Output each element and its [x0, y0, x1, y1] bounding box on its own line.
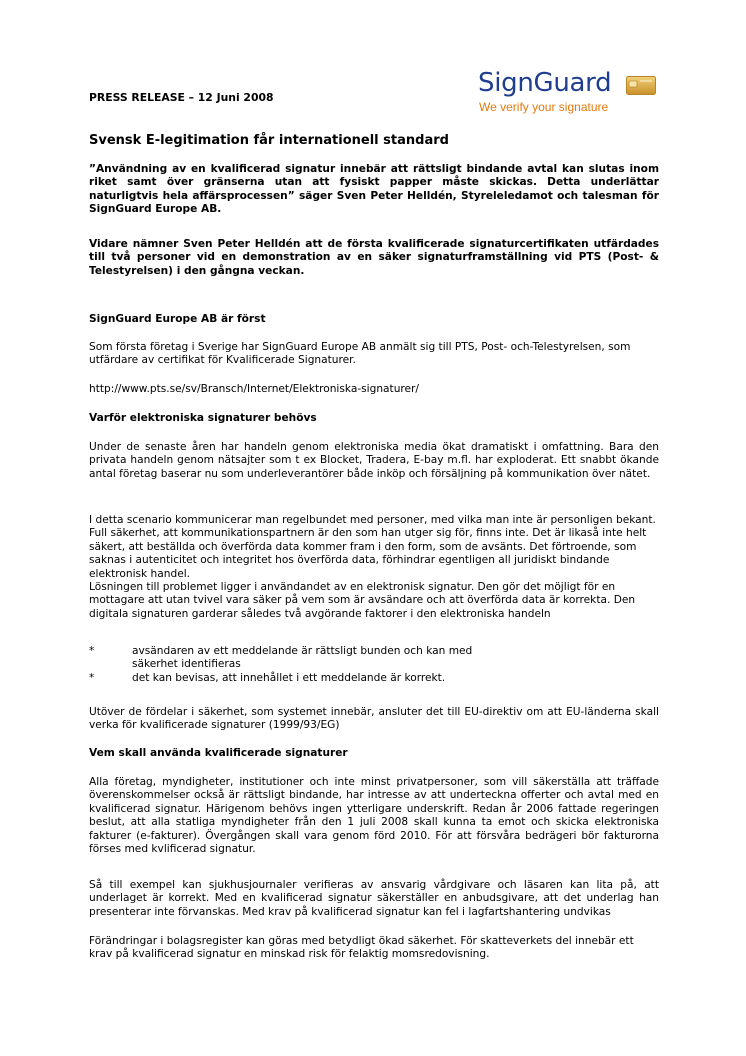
section2-paragraph-4: Utöver de fördelar i säkerhet, som systemet innebär, ansluter det till EU-direktiv om att EU-länderna skall verka för kvalificerade signaturer (1999/93/EG)	[89, 706, 659, 732]
logo-tagline: We verify your signature	[479, 100, 609, 114]
signature-card-icon	[626, 76, 656, 95]
bullet-marker: *	[89, 645, 95, 657]
section1-paragraph: Som första företag i Sverige har SignGuard Europe AB anmält sig till PTS, Post- och-Telestyrelsen, som utfärdare av certifikat för Kvalificerade Signaturer.	[89, 341, 631, 367]
bullet-marker: *	[89, 672, 95, 684]
section3-paragraph-1: Alla företag, myndigheter, institutioner och inte minst privatpersoner, som vill säkerställa att träffade överenskommelser också är rättsligt bindande, har intresse av att underteckna offerter och avtal med en kvalificerad signatur. Härigenom behövs ingen ytterligare underskrift. Redan år 2006 fattade regeringen beslut, att alla statliga myndigheter från den 1 juli 2008 skall kunna ta emot och skicka elektroniska fakturer (e-fakturer). Övergången skall vara genom förd 2010. För att försvåra bedrägeri bör fakturorna förses med kvlificerad signatur.	[89, 776, 659, 856]
signguard-logo	[478, 68, 678, 118]
section3-paragraph-2: Så till exempel kan sjukhusjournaler verifieras av ansvarig vårdgivare och läsaren kan lita på, att underlaget är korrekt. Med en kvalificerad signatur säkerställer en anbudsgivare, att det underlag han presenterar inte förvanskas. Med krav på kvalificerad signatur kan fel i lagfartshantering undvikas	[89, 879, 659, 918]
section-heading-why-signatures: Varför elektroniska signaturer behövs	[89, 412, 317, 424]
section-heading-signguard-first: SignGuard Europe AB är först	[89, 313, 266, 325]
pts-link[interactable]: http://www.pts.se/sv/Bransch/Internet/Elektroniska-signaturer/	[89, 383, 419, 395]
section2-paragraph-1: Under de senaste åren har handeln genom elektroniska media ökat dramatiskt i omfattning. Bara den privata handeln genom nätsajter som t ex Blocket, Tradera, E-bay m.fl. har exploderat. Ett snabbt ökande antal företag baserar nu som underleverantörer både inköp och försäljning på kommunikation över nätet.	[89, 441, 659, 480]
intro-second-paragraph: Vidare nämner Sven Peter Helldén att de första kvalificerade signaturcertifikaten utfärdades till två personer vid en demonstration av en säker signaturframställning vid PTS (Post- & Telestyrelsen) i den gångna veckan.	[89, 238, 659, 277]
section3-paragraph-3: Förändringar i bolagsregister kan göras med betydligt ökad säkerhet. För skatteverkets del innebär ett krav på kvalificerad signatur en minskad risk för felaktig momsredovisning.	[89, 935, 634, 961]
intro-quote: ”Användning av en kvalificerad signatur innebär att rättsligt bindande avtal kan slutas inom riket samt över gränserna utan att fysiskt papper måste skickas. Detta underlättar naturligtvis hela affärsprocessen” säger Sven Peter Helldén, Styreleledamot och talesman för SignGuard Europe AB.	[89, 163, 659, 216]
section-heading-who-should-use: Vem skall använda kvalificerade signaturer	[89, 747, 348, 759]
section2-paragraph-2: I detta scenario kommunicerar man regelbundet med personer, med vilka man inte är personligen bekant. Full säkerhet, att kommunikationspartnern är den som han utger sig för, finns inte. Det är likaså inte helt säkert, att beställda och överförda data kommer fram i den form, som de avsänts. Det förtroende, som saknas i autenticitet och integritet hos överförda data, förhindrar egentligen all juridiskt bindande elektronisk handel.	[89, 514, 656, 580]
press-release-date: PRESS RELEASE – 12 Juni 2008	[89, 91, 274, 104]
logo-name: SignGuard	[478, 68, 612, 98]
bullet-text: det kan bevisas, att innehållet i ett meddelande är korrekt.	[132, 672, 446, 684]
document-title: Svensk E-legitimation får internationell standard	[89, 133, 449, 148]
bullet-text: avsändaren av ett meddelande är rättsligt bunden och kan med säkerhet identifieras	[132, 645, 473, 671]
section2-paragraph-3: Lösningen till problemet ligger i användandet av en elektronisk signatur. Den gör det möjligt för en mottagare att utan tvivel vara säker på vem som är avsändare och att överförda data är korrekta. Den digitala signaturen garderar således två avgörande faktorer i den elektroniska handeln	[89, 581, 636, 620]
